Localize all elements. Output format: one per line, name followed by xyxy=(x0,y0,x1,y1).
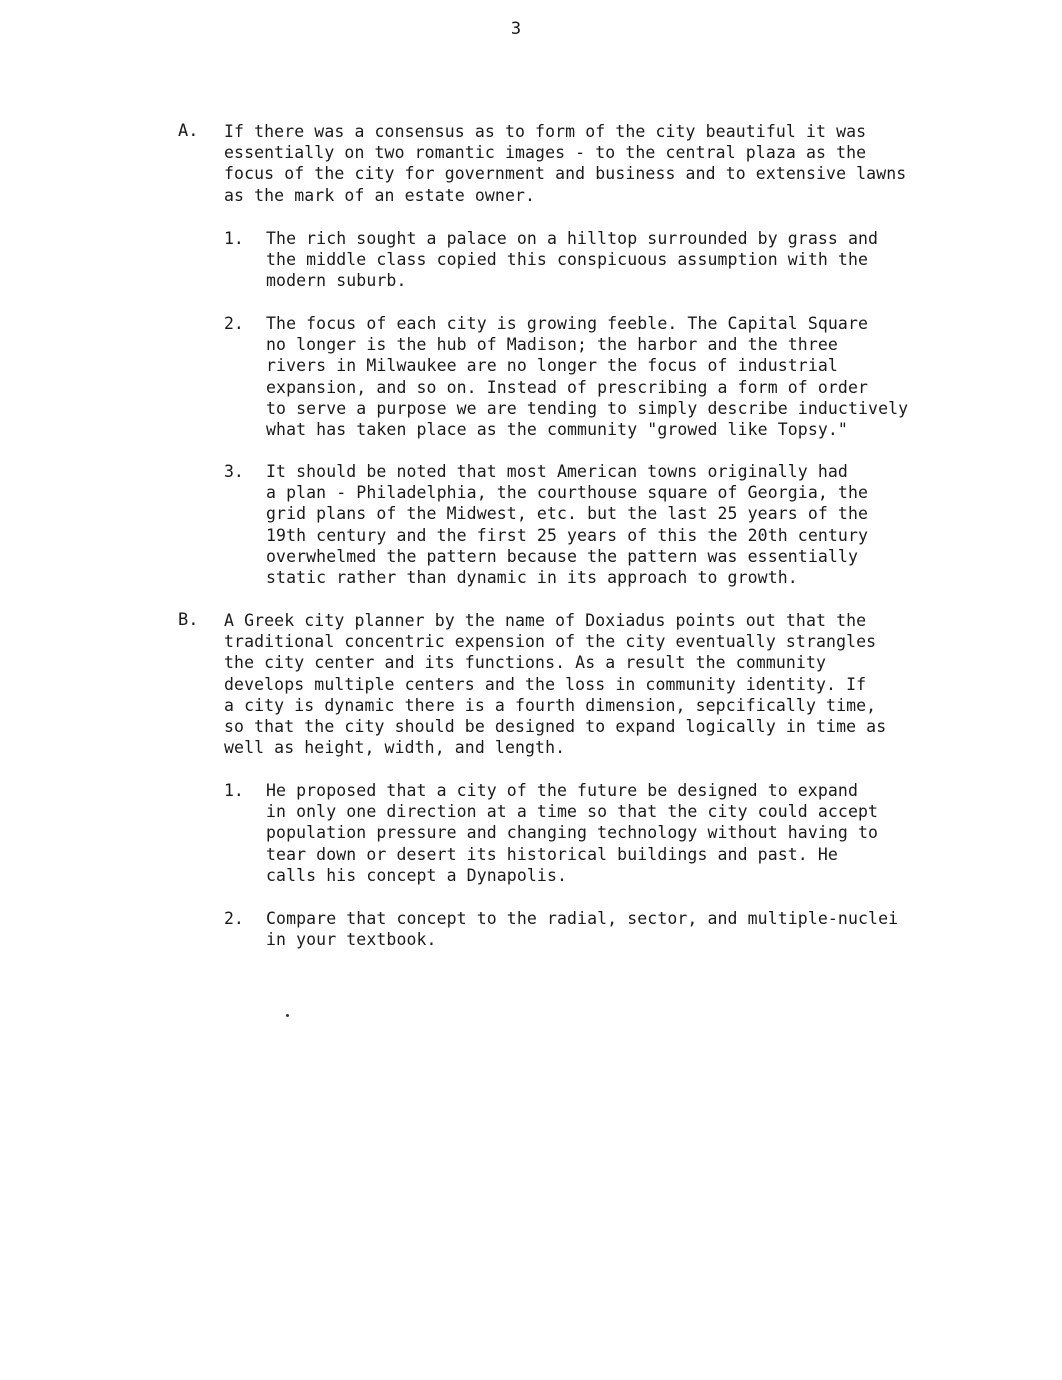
item-text: The focus of each city is growing feeble. The Capital Square no longer is the hub of Madison; the harbor and the three rivers in Milwaukee are no longer the focus of industrial expansion, and so on. Instead of prescribing a form of order to serve a purpose we are tending to simply describe inductively what has taken place as the community "growed like Topsy." xyxy=(266,314,909,440)
section-a-paragraph: If there was a consensus as to form of the city beautiful it was essentially on two romantic images - to the central plaza as the focus of the city for government and business and to extensive lawns as the mark of an estate owner. xyxy=(224,122,907,205)
item-number: 3. xyxy=(224,462,244,481)
item-number: 1. xyxy=(224,781,244,800)
item-text: Compare that concept to the radial, sector, and multiple-nuclei in your textbook. xyxy=(266,909,899,950)
section-b-marker: B. xyxy=(178,610,199,630)
section-b-item-1 xyxy=(178,780,978,886)
item-text: He proposed that a city of the future be designed to expand in only one direction at a time so that the city could accept population pressure and changing technology without having to tear down or desert its historical buildings and past. He calls his concept a Dynapolis. xyxy=(266,781,879,885)
item-text: The rich sought a palace on a hilltop surrounded by grass and the middle class copied this conspicuous assumption with the modern suburb. xyxy=(266,229,879,291)
page-number: 3 xyxy=(510,19,522,39)
section-a-item-2 xyxy=(178,313,978,440)
section-a-item-1 xyxy=(178,228,978,292)
item-number: 1. xyxy=(224,229,244,248)
section-a-item-3 xyxy=(178,461,978,588)
item-number: 2. xyxy=(224,909,244,928)
section-a xyxy=(178,121,978,206)
section-b-paragraph: A Greek city planner by the name of Doxiadus points out that the traditional concentric expension of the city eventually strangles the city center and its functions. As a result the community develops multiple centers and the loss in community identity. If a city is dynamic there is a fourth dimension, sepcifically time, so that the city should be designed to expand logically in time as well as height, width, and length. xyxy=(224,611,887,758)
section-b-item-2 xyxy=(178,908,978,950)
section-a-marker: A. xyxy=(178,121,199,141)
stray-ink-mark xyxy=(286,1014,289,1017)
item-text: It should be noted that most American towns originally had a plan - Philadelphia, the courthouse square of Georgia, the grid plans of the Midwest, etc. but the last 25 years of the 19th century and the first 25 years of this the 20th century overwhelmed the pattern because the pattern was essentially static rather than dynamic in its approach to growth. xyxy=(266,462,869,588)
section-b xyxy=(178,610,978,758)
item-number: 2. xyxy=(224,314,244,333)
